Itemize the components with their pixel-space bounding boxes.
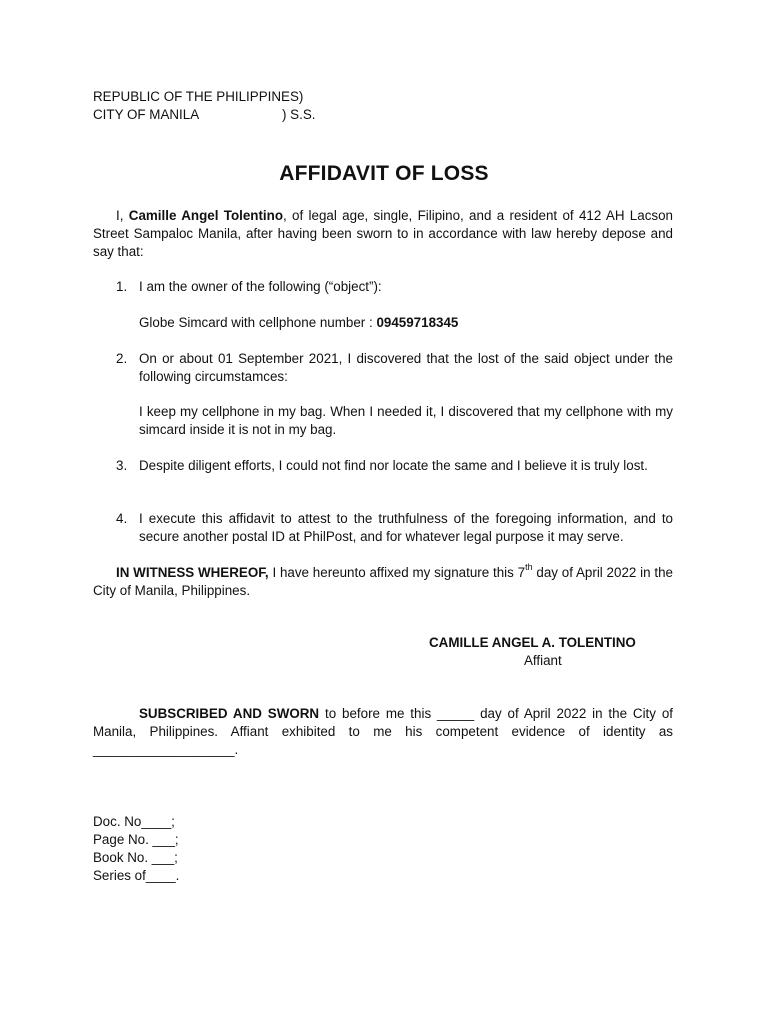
signatory-name: CAMILLE ANGEL A. TOLENTINO bbox=[429, 635, 636, 650]
item-text: I execute this affidavit to attest to the truthfulness of the foregoing information, and to secure another postal ID at PhilPost, and for whatever legal purpose it may serve. bbox=[139, 511, 673, 544]
ss-label: ) S.S. bbox=[282, 107, 316, 122]
affiant-name: Camille Angel Tolentino bbox=[128, 208, 284, 223]
jurat-paragraph bbox=[93, 705, 673, 759]
item-number: 4. bbox=[116, 511, 128, 526]
republic-line: REPUBLIC OF THE PHILIPPINES) bbox=[93, 89, 304, 104]
jurat-heading: SUBSCRIBED AND SWORN bbox=[139, 706, 320, 721]
witness-text-b: day of April 2022 in the City of Manila, Philippines. bbox=[93, 565, 673, 598]
city-line bbox=[93, 106, 393, 124]
item-text: Despite diligent efforts, I could not find nor locate the same and I believe it is truly lost. bbox=[139, 458, 648, 473]
item-detail bbox=[139, 314, 673, 332]
item-number: 3. bbox=[116, 458, 128, 473]
doc-number: Doc. No____; bbox=[93, 814, 175, 829]
signatory-role: Affiant bbox=[524, 653, 562, 668]
city-label: CITY OF MANILA bbox=[93, 107, 200, 122]
intro-paragraph bbox=[93, 207, 673, 261]
intro-text: , of legal age, single, Filipino, and a resident of 412 AH Lacson Street Sampaloc Manila, after having been sworn to in accordance with law hereby depose and say that: bbox=[93, 208, 673, 259]
item-number: 1. bbox=[116, 279, 128, 294]
page-number: Page No. ___; bbox=[93, 832, 179, 847]
item-number: 2. bbox=[116, 351, 128, 366]
witness-text-a: I have hereunto affixed my signature this 7 bbox=[268, 565, 526, 580]
cellphone-number: 09459718345 bbox=[376, 315, 459, 330]
jurat-text: to before me this _____ day of April 2022 in the City of Manila, Philippines. Affiant exhibited to me his competent evidence of identity as ___________________. bbox=[93, 706, 673, 757]
document-title: AFFIDAVIT OF LOSS bbox=[279, 162, 489, 185]
item-text: I am the owner of the following (“object”): bbox=[139, 279, 382, 294]
intro-prefix: I, bbox=[116, 208, 129, 223]
simcard-label: Globe Simcard with cellphone number : bbox=[139, 315, 377, 330]
witness-paragraph bbox=[93, 564, 673, 600]
series-number: Series of____. bbox=[93, 868, 180, 883]
item-text: On or about 01 September 2021, I discovered that the lost of the said object under the following circumstamces: bbox=[139, 351, 673, 384]
ordinal-suffix: th bbox=[525, 562, 533, 572]
book-number: Book No. ___; bbox=[93, 850, 178, 865]
item-detail: I keep my cellphone in my bag. When I needed it, I discovered that my cellphone with my simcard inside it is not in my bag. bbox=[139, 404, 673, 437]
witness-heading: IN WITNESS WHEREOF, bbox=[116, 565, 269, 580]
